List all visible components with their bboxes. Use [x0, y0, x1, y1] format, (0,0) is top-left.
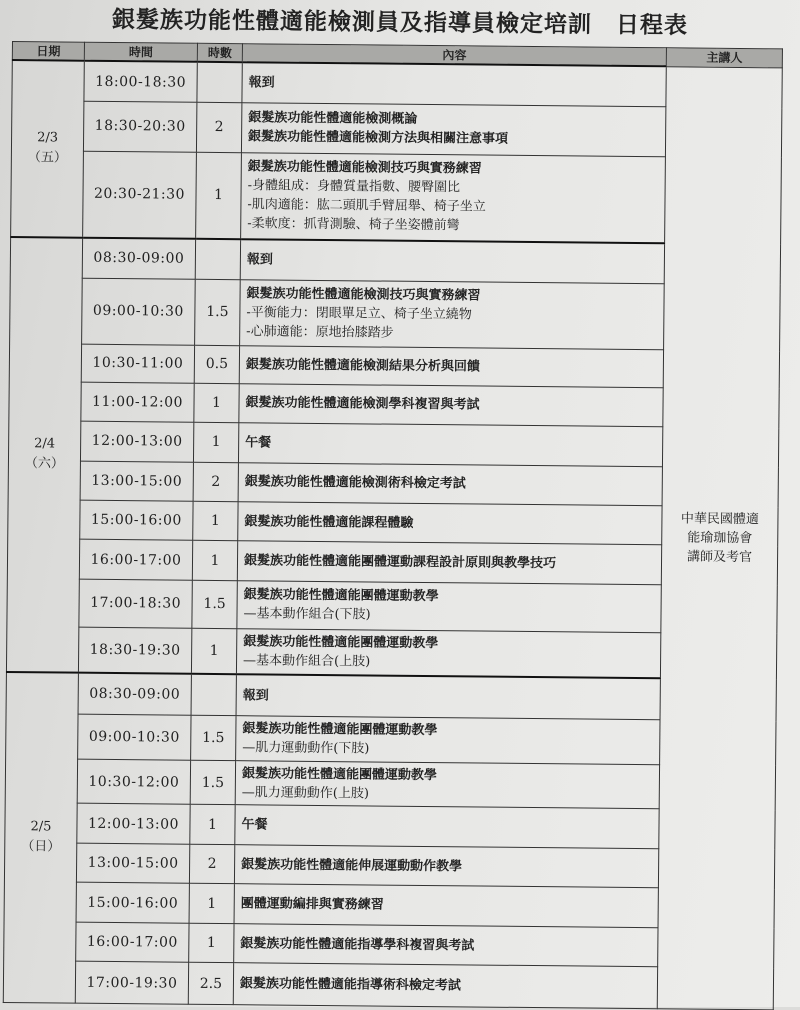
time-cell: 09:00-10:30	[82, 278, 196, 346]
content-cell	[236, 628, 660, 678]
day-weekday: （六）	[24, 456, 65, 472]
content-line: 銀髮族功能性體適能檢測概論	[248, 110, 418, 128]
time-cell: 18:30-20:30	[83, 101, 196, 152]
time-cell: 16:00-17:00	[76, 922, 189, 963]
time-cell: 08:30-09:00	[82, 237, 195, 279]
content-line: 銀髮族功能性體適能檢測術科檢定考試	[244, 474, 466, 492]
hours-cell	[195, 238, 240, 279]
time-cell: 10:30-11:00	[81, 344, 194, 382]
schedule-table	[3, 41, 783, 1010]
content-line: 午餐	[241, 817, 268, 833]
hours-cell: 1	[189, 884, 234, 924]
content-cell	[237, 581, 661, 633]
time-cell: 15:00-16:00	[80, 500, 193, 541]
header-date: 日期	[12, 42, 84, 61]
content-cell	[235, 805, 659, 849]
hours-cell: 1.5	[190, 760, 235, 805]
lecturer-line: 中華民國體適	[680, 511, 760, 527]
content-line: 銀髮族功能性體適能檢測學科複習與考試	[245, 395, 480, 413]
content-cell	[241, 103, 665, 157]
hours-cell: 1	[192, 541, 237, 581]
day-date: 2/4	[34, 436, 56, 452]
hours-cell: 1	[191, 628, 236, 674]
lecturer-cell	[657, 66, 782, 1010]
content-line: 午餐	[245, 435, 272, 451]
day-date-cell	[6, 237, 82, 673]
content-cell	[241, 153, 666, 243]
content-line: 銀髮族功能性體適能檢測方法與相關注意事項	[248, 129, 509, 148]
content-subline: -肌肉適能：肱二頭肌手臂屈舉、椅子坐立	[247, 197, 486, 215]
content-cell	[234, 845, 658, 889]
content-line: 銀髮族功能性體適能伸展運動動作教學	[241, 856, 463, 874]
content-subline: —肌力運動動作(下肢)	[242, 740, 370, 757]
hours-cell: 0.5	[194, 345, 239, 383]
content-cell	[235, 760, 659, 809]
time-cell: 18:30-19:30	[78, 627, 191, 674]
lecturer-line: 講師及考官	[686, 549, 753, 565]
hours-cell: 1	[190, 805, 235, 845]
hours-cell	[191, 674, 236, 716]
time-cell: 09:00-10:30	[78, 714, 191, 760]
content-line: 報到	[248, 75, 275, 91]
day-weekday: （日）	[21, 839, 61, 855]
hours-cell: 2.5	[188, 963, 233, 1005]
time-cell: 10:30-12:00	[77, 759, 190, 805]
hours-cell: 2	[189, 844, 234, 884]
time-cell: 15:00-16:00	[76, 883, 189, 924]
content-line: 銀髮族功能性體適能團體運動課程設計原則與教學技巧	[243, 553, 557, 572]
time-cell: 18:00-18:30	[84, 61, 197, 103]
content-subline: —基本動作組合(上肢)	[242, 653, 371, 670]
content-cell	[236, 674, 660, 720]
content-line: 銀髮族功能性體適能檢測技巧與實務練習	[247, 159, 482, 177]
content-line: 銀髮族功能性體適能檢測結果分析與回饋	[245, 357, 480, 375]
content-cell	[233, 963, 657, 1009]
content-subline: -柔軟度：抓背測驗、椅子坐姿體前彎	[247, 216, 460, 234]
time-cell: 12:00-13:00	[77, 804, 190, 845]
content-subline: -平衡能力：閉眼單足立、椅子坐立繞物	[246, 305, 472, 323]
content-subline: -身體組成：身體質量指數、腰臀圍比	[247, 178, 461, 196]
hours-cell: 1	[193, 422, 238, 462]
time-cell: 13:00-15:00	[76, 843, 189, 884]
content-cell	[238, 462, 662, 506]
time-cell: 17:00-18:30	[79, 579, 192, 628]
content-line: 銀髮族功能性體適能指導學科複習與考試	[240, 935, 475, 954]
content-cell	[239, 383, 663, 427]
content-subline: —基本動作組合(下肢)	[243, 606, 371, 623]
content-line: 銀髮族功能性體適能檢測技巧與實務練習	[246, 286, 481, 304]
content-subline: —肌力運動動作(上肢)	[241, 784, 370, 802]
time-cell: 11:00-12:00	[81, 382, 194, 423]
content-cell	[240, 239, 664, 284]
lecturer-line: 能瑜珈協會	[687, 530, 753, 546]
day-date: 2/5	[30, 819, 52, 835]
time-cell: 13:00-15:00	[80, 461, 193, 502]
content-cell	[234, 924, 658, 968]
header-lecturer: 主講人	[666, 48, 782, 68]
hours-cell: 2	[196, 102, 241, 152]
content-cell	[242, 62, 666, 107]
header-hours: 時數	[197, 43, 242, 62]
hours-cell: 1.5	[191, 715, 236, 760]
hours-cell: 1	[194, 383, 239, 423]
content-line: 銀髮族功能性體適能指導術科檢定考試	[239, 976, 462, 994]
content-line: 報到	[246, 251, 274, 268]
hours-cell: 1	[196, 152, 242, 239]
header-content: 內容	[242, 44, 666, 67]
time-cell: 16:00-17:00	[79, 540, 192, 581]
day-date-cell	[3, 672, 78, 1003]
hours-cell: 1.5	[195, 279, 241, 346]
day-weekday: （五）	[27, 150, 67, 166]
content-cell	[237, 541, 661, 585]
content-line: 報到	[242, 687, 269, 704]
content-line: 銀髮族功能性體適能課程體驗	[244, 513, 414, 531]
schedule-body	[3, 60, 782, 1010]
content-line: 銀髮族功能性體適能團體運動教學	[242, 721, 438, 738]
header-time: 時間	[84, 42, 197, 62]
content-cell	[238, 423, 662, 467]
time-cell: 08:30-09:00	[78, 673, 191, 716]
time-cell: 12:00-13:00	[80, 421, 193, 462]
content-line: 團體運動編排與實務練習	[240, 896, 384, 913]
time-cell: 20:30-21:30	[83, 151, 197, 238]
content-subline: -心肺適能：原地抬膝踏步	[246, 324, 394, 341]
content-cell	[240, 279, 665, 350]
content-cell	[236, 716, 660, 765]
content-line: 銀髮族功能性體適能團體運動教學	[241, 765, 438, 783]
hours-cell	[197, 62, 242, 103]
time-cell: 17:00-19:30	[75, 961, 188, 1004]
day-date: 2/3	[37, 130, 59, 146]
page-title: 銀髮族功能性體適能檢測員及指導員檢定培訓 日程表	[111, 5, 689, 40]
content-line: 銀髮族功能性體適能團體運動教學	[243, 587, 439, 605]
content-cell	[234, 884, 658, 928]
hours-cell: 1	[189, 923, 234, 963]
hours-cell: 1	[193, 501, 238, 541]
day-date-cell	[11, 60, 85, 237]
content-cell	[239, 346, 663, 387]
content-cell	[238, 502, 662, 546]
content-line: 銀髮族功能性體適能團體運動教學	[243, 634, 439, 651]
hours-cell: 1.5	[192, 580, 237, 628]
hours-cell: 2	[193, 462, 238, 502]
